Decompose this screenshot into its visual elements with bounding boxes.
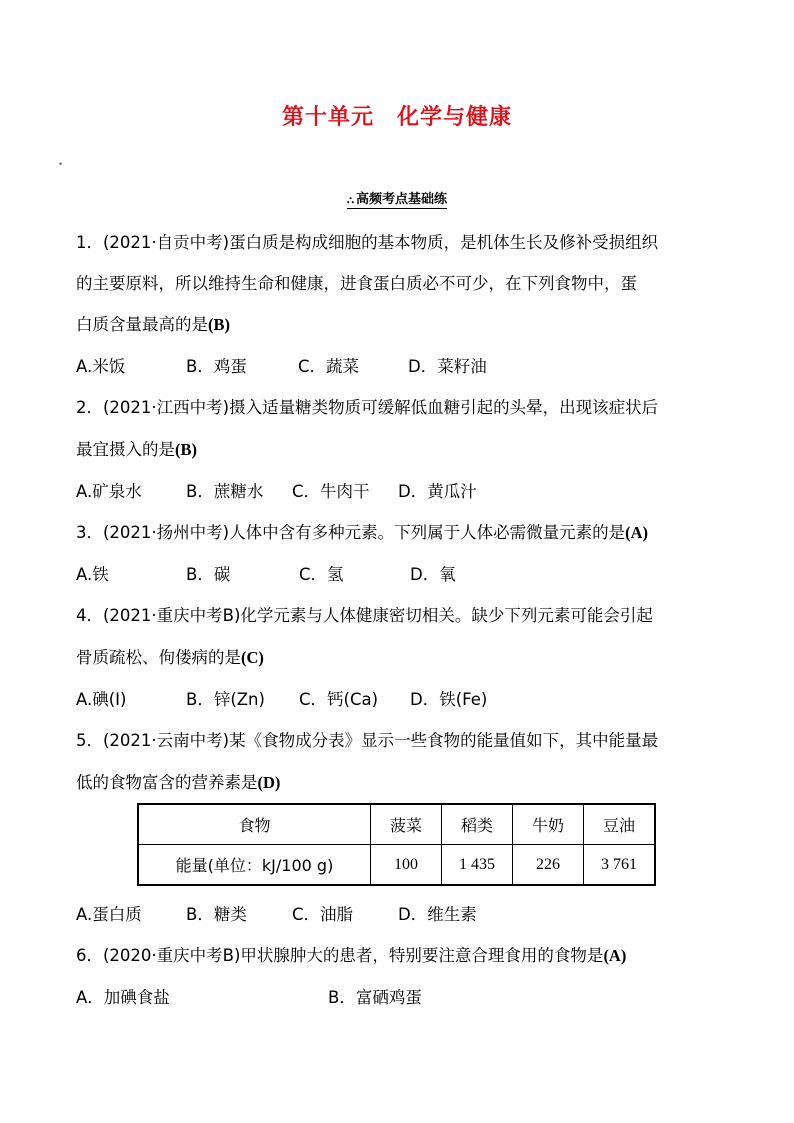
- q5-line-1: 5．(2021·云南中考)某《食物成分表》显示一些食物的能量值如下，其中能量最: [76, 731, 659, 750]
- table-header-cell: 牛奶: [513, 804, 584, 845]
- q2-line-2: [76, 440, 197, 460]
- q1-line-3: [76, 315, 230, 335]
- q5-line-2-text: 低的食物富含的营养素是: [76, 773, 258, 792]
- q4-option-c: C．钙(Ca): [299, 690, 379, 709]
- q1-option-d: D．菜籽油: [408, 357, 487, 376]
- q2-line-2-text: 最宜摄入的是: [76, 440, 175, 459]
- q6-answer: (A): [603, 946, 627, 965]
- q1-option-b: B．鸡蛋: [186, 357, 247, 376]
- q4-answer: (C): [241, 648, 264, 667]
- q2-options: [76, 482, 477, 502]
- q2-option-b: B．蔗糖水: [186, 482, 264, 501]
- q5-option-a: A.蛋白质: [76, 905, 142, 924]
- q6-line-1: [76, 946, 626, 966]
- q4-line-2-text: 骨质疏松、佝偻病的是: [76, 648, 241, 667]
- table-cell: 能量(单位：kJ/100 g): [138, 845, 371, 886]
- q3-line-1: [76, 523, 648, 543]
- food-energy-table: [137, 803, 656, 886]
- q5-option-d: D．维生素: [398, 905, 477, 924]
- q5-option-c: C．油脂: [292, 905, 354, 924]
- table-header-cell: 豆油: [584, 804, 656, 845]
- table-header-row: [138, 804, 655, 845]
- q5-line-2: [76, 773, 280, 793]
- q4-option-a: A.碘(I): [76, 690, 127, 709]
- section-icon: ⛬: [346, 195, 354, 206]
- q6-line-1-text: 6．(2020·重庆中考B)甲状腺肿大的患者，特别要注意合理食用的食物是: [76, 946, 604, 965]
- table-cell: 226: [513, 845, 584, 886]
- q1-answer: (B): [208, 315, 230, 334]
- q2-answer: (B): [175, 440, 197, 459]
- q4-line-1: 4．(2021·重庆中考B)化学元素与人体健康密切相关。缺少下列元素可能会引起: [76, 606, 653, 625]
- table-cell: 100: [371, 845, 442, 886]
- q4-line-2: [76, 648, 264, 668]
- margin-mark: •: [58, 160, 64, 170]
- q6-option-b: B．富硒鸡蛋: [328, 988, 422, 1007]
- q2-option-c: C．牛肉干: [292, 482, 370, 501]
- q5-option-b: B．糖类: [186, 905, 247, 924]
- q1-line-2: 的主要原料，所以维持生命和健康，进食蛋白质必不可少，在下列食物中，蛋: [76, 274, 637, 293]
- q3-option-c: C．氢: [299, 565, 344, 584]
- q6-option-a: A．加碘食盐: [76, 988, 170, 1007]
- table-header-cell: 食物: [138, 804, 371, 845]
- q5-options: [76, 905, 477, 925]
- q2-option-a: A.矿泉水: [76, 482, 142, 501]
- table-row: [138, 845, 655, 886]
- q1-option-c: C．蔬菜: [298, 357, 360, 376]
- q3-option-a: A.铁: [76, 565, 109, 584]
- table-cell: 3 761: [584, 845, 656, 886]
- q3-options: [76, 565, 456, 585]
- q1-line-3-text: 白质含量最高的是: [76, 315, 208, 334]
- table-header-cell: 稻类: [442, 804, 513, 845]
- page-title: 第十单元 化学与健康: [281, 105, 512, 130]
- q1-line-1: 1．(2021·自贡中考)蛋白质是构成细胞的基本物质，是机体生长及修补受损组织: [76, 233, 659, 252]
- table-cell: 1 435: [442, 845, 513, 886]
- q4-option-d: D．铁(Fe): [410, 690, 488, 709]
- q2-option-d: D．黄瓜汁: [398, 482, 477, 501]
- table-header-cell: 菠菜: [371, 804, 442, 845]
- q3-option-d: D．氧: [410, 565, 456, 584]
- q1-option-a: A.米饭: [76, 357, 126, 376]
- q6-options: [76, 988, 422, 1008]
- q1-options: [76, 357, 487, 377]
- section-title: 高频考点基础练: [355, 192, 447, 207]
- q3-answer: (A): [625, 523, 649, 542]
- q2-line-1: 2．(2021·江西中考)摄入适量糖类物质可缓解低血糖引起的头晕，出现该症状后: [76, 398, 659, 417]
- q4-options: [76, 690, 487, 710]
- q4-option-b: B．锌(Zn): [186, 690, 265, 709]
- q3-line-1-text: 3．(2021·扬州中考)人体中含有多种元素。下列属于人体必需微量元素的是: [76, 523, 626, 542]
- q5-answer: (D): [257, 773, 281, 792]
- section-heading: [0, 188, 794, 207]
- q3-option-b: B．碳: [186, 565, 231, 584]
